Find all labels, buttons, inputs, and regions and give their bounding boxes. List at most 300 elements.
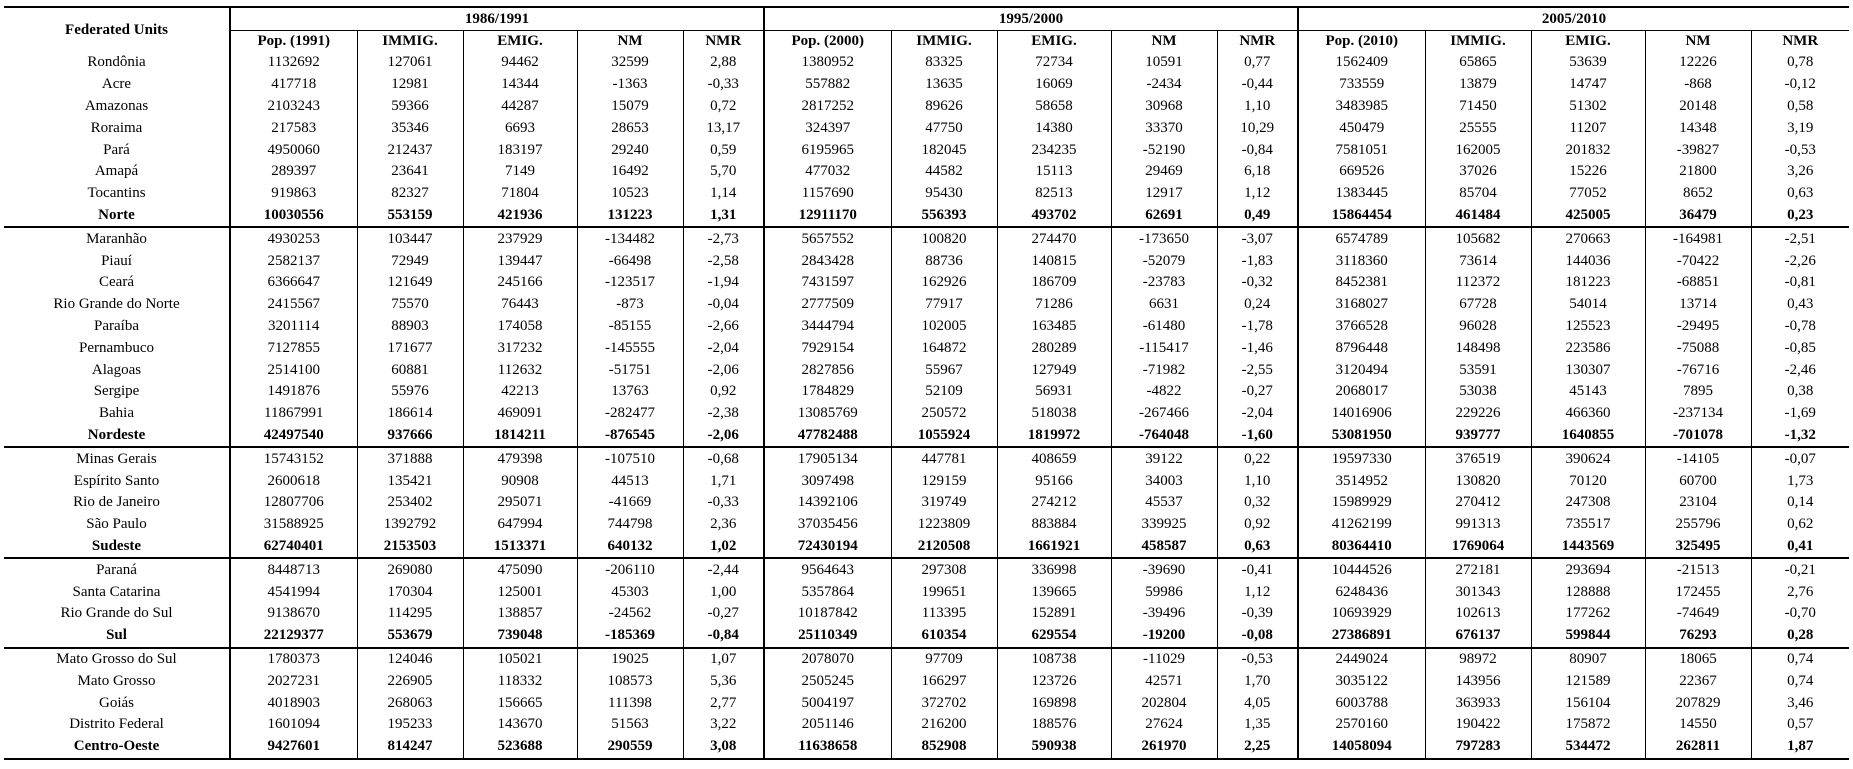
value-cell: -2,06 — [683, 425, 764, 448]
value-cell: 83325 — [891, 52, 997, 74]
value-cell: 60700 — [1645, 470, 1751, 492]
value-cell: -2,26 — [1784, 252, 1816, 269]
value-cell: 629554 — [997, 625, 1111, 648]
value-cell: 56931 — [997, 381, 1111, 403]
value-cell: 262811 — [1645, 736, 1751, 759]
value-cell: -876545 — [577, 425, 683, 448]
value-cell: 234235 — [997, 139, 1111, 161]
value-cell: 5357864 — [764, 581, 891, 603]
value-cell: 42497540 — [230, 425, 357, 448]
federated-unit-cell: Rio de Janeiro — [4, 492, 230, 514]
column-header-row — [4, 31, 1849, 53]
value-cell: 190422 — [1425, 714, 1531, 736]
value-cell: 14747 — [1531, 74, 1645, 96]
value-cell: 10591 — [1111, 52, 1217, 74]
value-cell: 250572 — [891, 403, 997, 425]
value-cell: 11207 — [1531, 117, 1645, 139]
value-cell: 19025 — [577, 648, 683, 671]
federated-unit-cell: Pará — [4, 139, 230, 161]
column-header: NM — [1111, 31, 1217, 53]
table-row — [4, 316, 1849, 338]
value-cell: -0,85 — [1784, 339, 1816, 356]
value-cell: 1,73 — [1787, 472, 1814, 489]
value-cell: 1,00 — [683, 581, 764, 603]
value-cell: 1,71 — [683, 470, 764, 492]
value-cell: 76443 — [463, 294, 577, 316]
value-cell: -134482 — [577, 227, 683, 250]
value-cell: 156665 — [463, 692, 577, 714]
value-cell: 114295 — [357, 603, 463, 625]
value-cell: 372702 — [891, 692, 997, 714]
table-row — [4, 52, 1849, 74]
value-cell: -39496 — [1111, 603, 1217, 625]
value-cell: 939777 — [1425, 425, 1531, 448]
value-cell: 2582137 — [230, 250, 357, 272]
value-cell: 814247 — [357, 736, 463, 759]
value-cell: -14105 — [1645, 447, 1751, 470]
federated-unit-cell: Roraima — [4, 117, 230, 139]
value-cell: 15226 — [1531, 161, 1645, 183]
value-cell: 0,74 — [1787, 672, 1814, 689]
federated-unit-cell: Norte — [4, 205, 230, 228]
migration-table — [4, 6, 1849, 760]
value-cell: 37026 — [1425, 161, 1531, 183]
value-cell: 883884 — [997, 514, 1111, 536]
value-cell: 20148 — [1645, 96, 1751, 118]
federated-unit-cell: Rio Grande do Norte — [4, 294, 230, 316]
value-cell: -19200 — [1111, 625, 1217, 648]
value-cell: 1784829 — [764, 381, 891, 403]
value-cell: 14016906 — [1298, 403, 1425, 425]
value-cell: -0,07 — [1784, 450, 1816, 467]
value-cell: 0,77 — [1217, 52, 1298, 74]
value-cell: -206110 — [577, 558, 683, 581]
value-cell: 0,14 — [1787, 494, 1814, 511]
value-cell: 11867991 — [230, 403, 357, 425]
value-cell: -29495 — [1645, 316, 1751, 338]
column-header: Pop. (2010) — [1298, 31, 1425, 53]
value-cell: 138857 — [463, 603, 577, 625]
value-cell: 28653 — [577, 117, 683, 139]
value-cell: 253402 — [357, 492, 463, 514]
value-cell: 13879 — [1425, 74, 1531, 96]
value-cell: 80907 — [1531, 648, 1645, 671]
value-cell: 1383445 — [1298, 183, 1425, 205]
region-total-row — [4, 625, 1849, 648]
column-header: NM — [577, 31, 683, 53]
value-cell: 89626 — [891, 96, 997, 118]
value-cell: 13085769 — [764, 403, 891, 425]
value-cell: 268063 — [357, 692, 463, 714]
value-cell: 3,19 — [1787, 119, 1814, 136]
table-row — [4, 96, 1849, 118]
value-cell: 735517 — [1531, 514, 1645, 536]
value-cell: 53038 — [1425, 381, 1531, 403]
value-cell: 88736 — [891, 250, 997, 272]
value-cell: 139447 — [463, 250, 577, 272]
federated-unit-cell: Mato Grosso do Sul — [4, 648, 230, 671]
table-row — [4, 161, 1849, 183]
value-cell: 44513 — [577, 470, 683, 492]
table-row — [4, 514, 1849, 536]
value-cell: -0,70 — [1784, 605, 1816, 622]
column-header: Pop. (1991) — [230, 31, 357, 53]
column-header: IMMIG. — [1425, 31, 1531, 53]
value-cell: -21513 — [1645, 558, 1751, 581]
value-cell: -2,66 — [683, 316, 764, 338]
value-cell: -0,41 — [1217, 558, 1298, 581]
value-cell: 172455 — [1645, 581, 1751, 603]
value-cell: 1443569 — [1531, 536, 1645, 559]
value-cell: 290559 — [577, 736, 683, 759]
value-cell: 12807706 — [230, 492, 357, 514]
value-cell: 2068017 — [1298, 381, 1425, 403]
value-cell: -0,53 — [1784, 141, 1816, 158]
value-cell: 72734 — [997, 52, 1111, 74]
value-cell: 13714 — [1645, 294, 1751, 316]
value-cell: 475090 — [463, 558, 577, 581]
table-body — [4, 52, 1849, 759]
value-cell: 143670 — [463, 714, 577, 736]
value-cell: 2051146 — [764, 714, 891, 736]
value-cell: 599844 — [1531, 625, 1645, 648]
value-cell: 274212 — [997, 492, 1111, 514]
value-cell: 207829 — [1645, 692, 1751, 714]
value-cell: 10523 — [577, 183, 683, 205]
value-cell: 45537 — [1111, 492, 1217, 514]
value-cell: -164981 — [1645, 227, 1751, 250]
value-cell: 5,36 — [683, 670, 764, 692]
value-cell: 5657552 — [764, 227, 891, 250]
federated-unit-cell: Amazonas — [4, 96, 230, 118]
value-cell: 53639 — [1531, 52, 1645, 74]
value-cell: -0,84 — [683, 625, 764, 648]
value-cell: 669526 — [1298, 161, 1425, 183]
value-cell: 10187842 — [764, 603, 891, 625]
table-row — [4, 337, 1849, 359]
value-cell: 164872 — [891, 337, 997, 359]
value-cell: 991313 — [1425, 514, 1531, 536]
value-cell: 297308 — [891, 558, 997, 581]
value-cell: 744798 — [577, 514, 683, 536]
value-cell: 1,87 — [1787, 738, 1814, 755]
value-cell: 76293 — [1645, 625, 1751, 648]
value-cell: 112372 — [1425, 272, 1531, 294]
region-total-row — [4, 205, 1849, 228]
value-cell: 3483985 — [1298, 96, 1425, 118]
value-cell: 556393 — [891, 205, 997, 228]
value-cell: 0,38 — [1787, 383, 1814, 400]
value-cell: 2027231 — [230, 670, 357, 692]
period-header-2: 1995/2000 — [764, 7, 1298, 31]
value-cell: -11029 — [1111, 648, 1217, 671]
value-cell: 6248436 — [1298, 581, 1425, 603]
value-cell: 111398 — [577, 692, 683, 714]
value-cell: 7127855 — [230, 337, 357, 359]
value-cell: 12981 — [357, 74, 463, 96]
value-cell: 336998 — [997, 558, 1111, 581]
value-cell: 108573 — [577, 670, 683, 692]
value-cell: 39122 — [1111, 447, 1217, 470]
value-cell: 41262199 — [1298, 514, 1425, 536]
value-cell: 53591 — [1425, 359, 1531, 381]
value-cell: -237134 — [1645, 403, 1751, 425]
value-cell: 371888 — [357, 447, 463, 470]
value-cell: 143956 — [1425, 670, 1531, 692]
value-cell: 523688 — [463, 736, 577, 759]
value-cell: 425005 — [1531, 205, 1645, 228]
value-cell: -75088 — [1645, 337, 1751, 359]
value-cell: 72430194 — [764, 536, 891, 559]
value-cell: 319749 — [891, 492, 997, 514]
value-cell: 363933 — [1425, 692, 1531, 714]
table-row — [4, 492, 1849, 514]
value-cell: 131223 — [577, 205, 683, 228]
value-cell: 8652 — [1645, 183, 1751, 205]
value-cell: 610354 — [891, 625, 997, 648]
value-cell: -85155 — [577, 316, 683, 338]
value-cell: 1814211 — [463, 425, 577, 448]
value-cell: 121589 — [1531, 670, 1645, 692]
value-cell: 97709 — [891, 648, 997, 671]
value-cell: 9427601 — [230, 736, 357, 759]
value-cell: 261970 — [1111, 736, 1217, 759]
federated-unit-cell: Tocantins — [4, 183, 230, 205]
value-cell: 177262 — [1531, 603, 1645, 625]
value-cell: 125001 — [463, 581, 577, 603]
value-cell: 0,63 — [1787, 185, 1814, 202]
value-cell: 0,72 — [683, 96, 764, 118]
value-cell: -282477 — [577, 403, 683, 425]
value-cell: 60881 — [357, 359, 463, 381]
value-cell: 6,18 — [1217, 161, 1298, 183]
period-header-1: 1986/1991 — [230, 7, 764, 31]
federated-unit-cell: Centro-Oeste — [4, 736, 230, 759]
value-cell: 182045 — [891, 139, 997, 161]
value-cell: -764048 — [1111, 425, 1217, 448]
value-cell: 98972 — [1425, 648, 1531, 671]
value-cell: 32599 — [577, 52, 683, 74]
value-cell: 0,24 — [1217, 294, 1298, 316]
value-cell: 22367 — [1645, 670, 1751, 692]
value-cell: 417718 — [230, 74, 357, 96]
value-cell: 295071 — [463, 492, 577, 514]
value-cell: 127061 — [357, 52, 463, 74]
value-cell: 0,92 — [1217, 514, 1298, 536]
period-header-3: 2005/2010 — [1298, 7, 1849, 31]
value-cell: 1562409 — [1298, 52, 1425, 74]
federated-unit-cell: Ceará — [4, 272, 230, 294]
federated-unit-cell: Paraíba — [4, 316, 230, 338]
value-cell: 139665 — [997, 581, 1111, 603]
table-row — [4, 272, 1849, 294]
value-cell: -1,60 — [1217, 425, 1298, 448]
value-cell: 553159 — [357, 205, 463, 228]
value-cell: 4930253 — [230, 227, 357, 250]
value-cell: -2,73 — [683, 227, 764, 250]
value-cell: -0,33 — [683, 74, 764, 96]
value-cell: 29240 — [577, 139, 683, 161]
value-cell: -23783 — [1111, 272, 1217, 294]
value-cell: 128888 — [1531, 581, 1645, 603]
value-cell: -71982 — [1111, 359, 1217, 381]
value-cell: -70422 — [1645, 250, 1751, 272]
value-cell: 72949 — [357, 250, 463, 272]
value-cell: 169898 — [997, 692, 1111, 714]
value-cell: 4018903 — [230, 692, 357, 714]
value-cell: 1,31 — [683, 205, 764, 228]
federated-unit-cell: Santa Catarina — [4, 581, 230, 603]
value-cell: 127949 — [997, 359, 1111, 381]
value-cell: 55967 — [891, 359, 997, 381]
value-cell: 113395 — [891, 603, 997, 625]
value-cell: 7431597 — [764, 272, 891, 294]
value-cell: 2843428 — [764, 250, 891, 272]
value-cell: 518038 — [997, 403, 1111, 425]
value-cell: -76716 — [1645, 359, 1751, 381]
value-cell: 188576 — [997, 714, 1111, 736]
value-cell: 2570160 — [1298, 714, 1425, 736]
value-cell: -0,12 — [1784, 76, 1816, 93]
value-cell: 14392106 — [764, 492, 891, 514]
value-cell: 75570 — [357, 294, 463, 316]
value-cell: 10444526 — [1298, 558, 1425, 581]
value-cell: 9564643 — [764, 558, 891, 581]
value-cell: 1,02 — [683, 536, 764, 559]
value-cell: 217583 — [230, 117, 357, 139]
value-cell: -2,46 — [1784, 361, 1816, 378]
value-cell: 0,63 — [1217, 536, 1298, 559]
value-cell: 71804 — [463, 183, 577, 205]
value-cell: -68851 — [1645, 272, 1751, 294]
value-cell: 47750 — [891, 117, 997, 139]
value-cell: -868 — [1645, 74, 1751, 96]
value-cell: 1819972 — [997, 425, 1111, 448]
value-cell: -1,94 — [683, 272, 764, 294]
table-row — [4, 558, 1849, 581]
value-cell: 1223809 — [891, 514, 997, 536]
value-cell: 14058094 — [1298, 736, 1425, 759]
value-cell: 237929 — [463, 227, 577, 250]
value-cell: 293694 — [1531, 558, 1645, 581]
value-cell: 15079 — [577, 96, 683, 118]
value-cell: 17905134 — [764, 447, 891, 470]
value-cell: 325495 — [1645, 536, 1751, 559]
value-cell: 534472 — [1531, 736, 1645, 759]
value-cell: -701078 — [1645, 425, 1751, 448]
value-cell: 62691 — [1111, 205, 1217, 228]
value-cell: 14344 — [463, 74, 577, 96]
value-cell: 3168027 — [1298, 294, 1425, 316]
value-cell: 175872 — [1531, 714, 1645, 736]
value-cell: -2,04 — [683, 337, 764, 359]
value-cell: 269080 — [357, 558, 463, 581]
value-cell: 129159 — [891, 470, 997, 492]
value-cell: -51751 — [577, 359, 683, 381]
value-cell: 2,88 — [683, 52, 764, 74]
value-cell: 3,26 — [1787, 163, 1814, 180]
value-cell: 1601094 — [230, 714, 357, 736]
federated-unit-cell: Alagoas — [4, 359, 230, 381]
value-cell: 0,23 — [1787, 206, 1814, 223]
table-row — [4, 648, 1849, 671]
value-cell: 13635 — [891, 74, 997, 96]
value-cell: 212437 — [357, 139, 463, 161]
value-cell: 1640855 — [1531, 425, 1645, 448]
value-cell: 31588925 — [230, 514, 357, 536]
value-cell: -0,08 — [1217, 625, 1298, 648]
value-cell: 102613 — [1425, 603, 1531, 625]
value-cell: 647994 — [463, 514, 577, 536]
value-cell: 421936 — [463, 205, 577, 228]
value-cell: 130820 — [1425, 470, 1531, 492]
value-cell: 8452381 — [1298, 272, 1425, 294]
value-cell: 103447 — [357, 227, 463, 250]
value-cell: 280289 — [997, 337, 1111, 359]
value-cell: 199651 — [891, 581, 997, 603]
value-cell: -0,81 — [1784, 274, 1816, 291]
value-cell: 640132 — [577, 536, 683, 559]
value-cell: 1157690 — [764, 183, 891, 205]
value-cell: 1392792 — [357, 514, 463, 536]
value-cell: 67728 — [1425, 294, 1531, 316]
table-row — [4, 670, 1849, 692]
value-cell: -39827 — [1645, 139, 1751, 161]
value-cell: -2434 — [1111, 74, 1217, 96]
federated-unit-cell: Sergipe — [4, 381, 230, 403]
value-cell: -2,55 — [1217, 359, 1298, 381]
value-cell: 29469 — [1111, 161, 1217, 183]
value-cell: 181223 — [1531, 272, 1645, 294]
value-cell: 3201114 — [230, 316, 357, 338]
value-cell: 33370 — [1111, 117, 1217, 139]
value-cell: 0,28 — [1787, 627, 1814, 644]
value-cell: -3,07 — [1217, 227, 1298, 250]
value-cell: 317232 — [463, 337, 577, 359]
value-cell: 45143 — [1531, 381, 1645, 403]
column-header: Pop. (2000) — [764, 31, 891, 53]
value-cell: 2,77 — [683, 692, 764, 714]
value-cell: 0,58 — [1787, 97, 1814, 114]
value-cell: 35346 — [357, 117, 463, 139]
value-cell: 852908 — [891, 736, 997, 759]
value-cell: 11638658 — [764, 736, 891, 759]
value-cell: 58658 — [997, 96, 1111, 118]
value-cell: 3035122 — [1298, 670, 1425, 692]
value-cell: 23641 — [357, 161, 463, 183]
value-cell: 2449024 — [1298, 648, 1425, 671]
value-cell: 0,59 — [683, 139, 764, 161]
federated-unit-cell: Espírito Santo — [4, 470, 230, 492]
value-cell: 2153503 — [357, 536, 463, 559]
value-cell: 144036 — [1531, 250, 1645, 272]
table-row — [4, 381, 1849, 403]
value-cell: 102005 — [891, 316, 997, 338]
table-row — [4, 447, 1849, 470]
value-cell: -0,84 — [1217, 139, 1298, 161]
value-cell: 479398 — [463, 447, 577, 470]
value-cell: -0,44 — [1217, 74, 1298, 96]
value-cell: -873 — [577, 294, 683, 316]
value-cell: 450479 — [1298, 117, 1425, 139]
column-header: IMMIG. — [891, 31, 997, 53]
value-cell: 226905 — [357, 670, 463, 692]
value-cell: 3097498 — [764, 470, 891, 492]
value-cell: 95430 — [891, 183, 997, 205]
column-header: NMR — [683, 31, 764, 53]
value-cell: 1513371 — [463, 536, 577, 559]
value-cell: 16492 — [577, 161, 683, 183]
